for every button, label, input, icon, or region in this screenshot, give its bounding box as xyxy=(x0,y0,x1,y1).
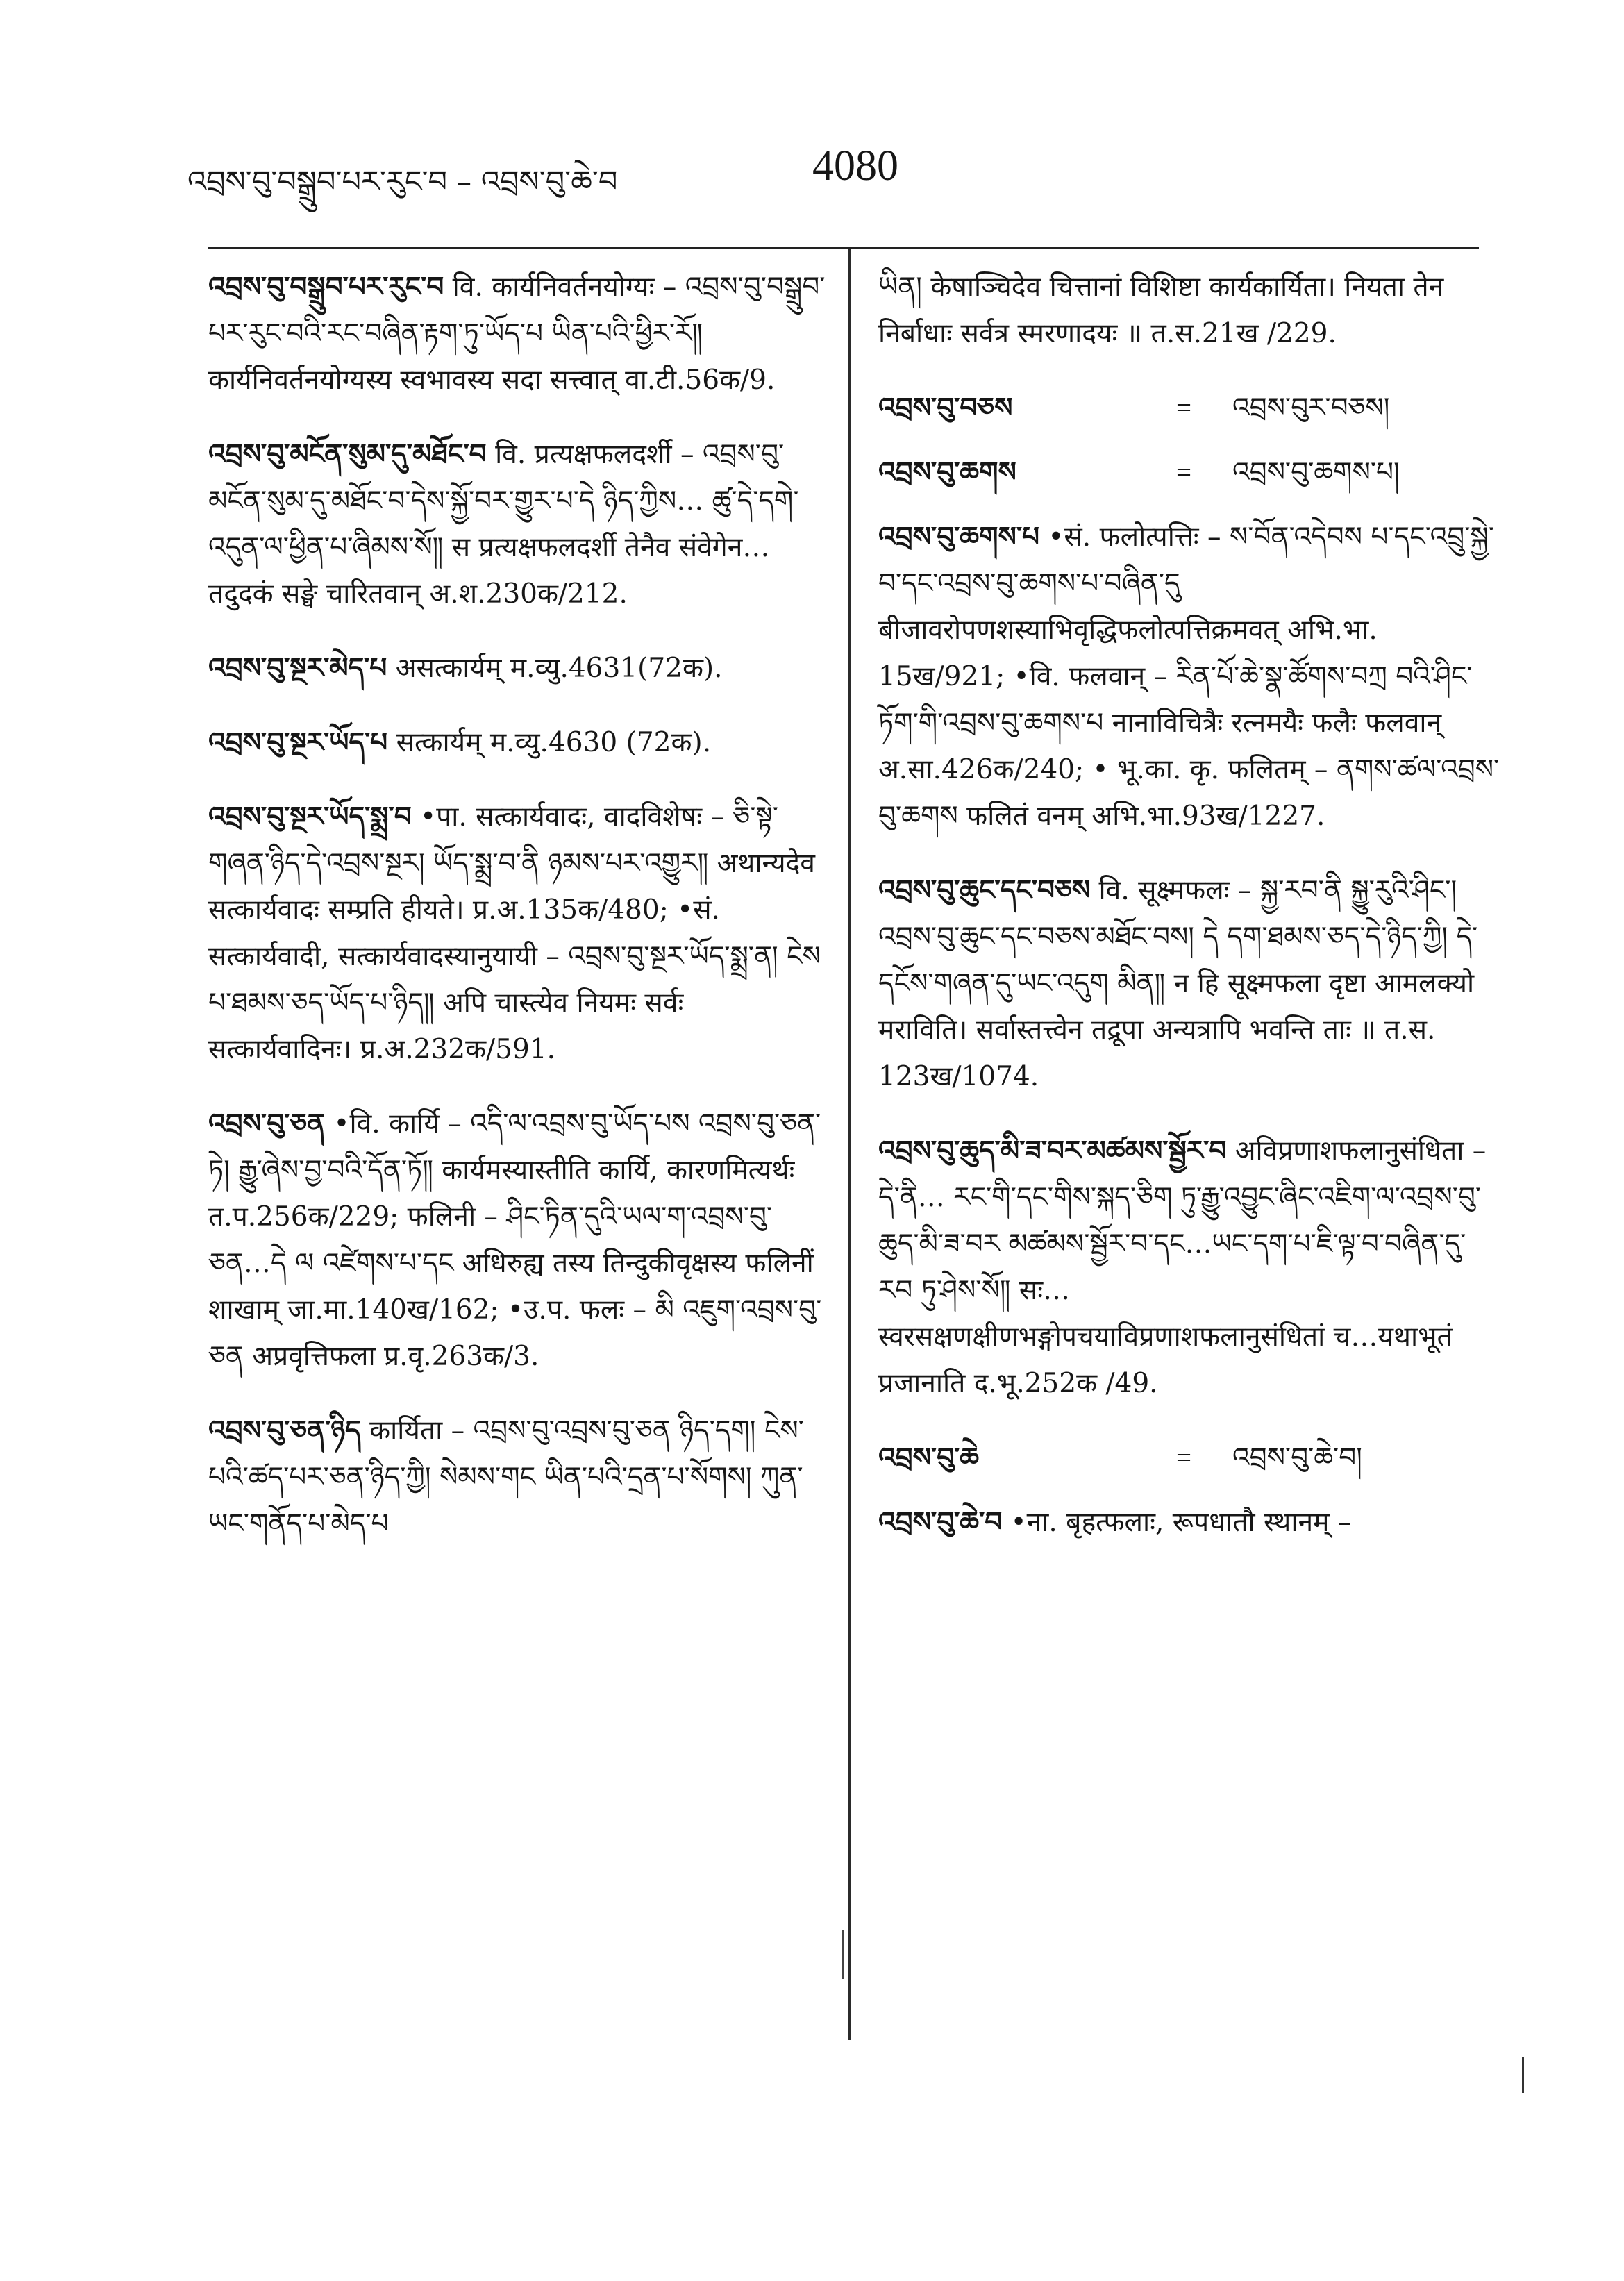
dictionary-entry xyxy=(208,1407,830,1547)
entry-definition: सत्कार्यम् म.व्यु.4630 (72क). xyxy=(396,727,712,758)
dictionary-entry xyxy=(208,794,830,1073)
dictionary-entry xyxy=(878,1128,1500,1407)
entry-definition: अविप्रणाशफलानुसंधिता – དེ་ནི… རང་གི་དང་གིས་སྐད་ཅིག ཏུ་རྒྱུ་འབྱུང་ཞིང་འཇིག་ལ་འབྲས་བུ་ཆུད་མི་ཟ་བར མཚམས་སྦྱོར་བ་དང…ཡང་དག་པ་ཇི་ལྟ་བ་བཞིན་དུ་རབ ཏུ་ཤེས་སོ༎ सः…स्वरसक्षणक्षीणभङ्गोपचयाविप्रणाशफलानुसंधितां च…यथाभूतं प्रजानाति द.भू.252क /49. xyxy=(878,1135,1487,1399)
entry-definition: वि. सूक्ष्मफलः – སྐྱ་རབ་ནི སྐྱུ་རུའི་ཤིང་། འབྲས་བུ་ཆུང་དང་བཅས་མཐོང་བས། དེ དག་ཐམས་ཅད་དེ་ཉིད་ཀྱི། དེ་དངོས་གཞན་དུ་ཡང་འདུག མིན༎ न हि सूक्ष्मफला दृष्टा आमलक्यो मराविति। सर्वास्तत्त्वेन तद्रूपा अन्यत्रापि भवन्ति ताः ॥ त.स. 123ख/1074. xyxy=(878,875,1478,1092)
xref-target: འབྲས་བུ་ཆེ་བ། xyxy=(1232,1442,1362,1473)
entry-definition: •वि. कार्यि – འདི་ལ་འབྲས་བུ་ཡོད་པས འབྲས་བུ་ཅན་ཏེ། རྒྱུ་ཞེས་བྱ་བའི་དོན་ཏོ༎ कार्यमस्यास्तीति कार्यि, कारणमित्यर्थः त.प.256क/229; फलिनी – ཤིང་ཏིན་དུའི་ཡལ་ག་འབྲས་བུ་ཅན…དེ ལ འཛེགས་པ་དང अधिरुह्य तस्य तिन्दुकीवृक्षस्य फलिनीं शाखाम् जा.मा.140ख/162; •उ.प. फलः – མི འཇུག་འབྲས་བུ་ཅན अप्रवृत्तिफला प्र.वृ.263क/3. xyxy=(208,1108,822,1372)
dictionary-entry xyxy=(878,514,1500,839)
entry-definition: असत्कार्यम् म.व्यु.4631(72क). xyxy=(395,653,723,684)
dictionary-entry xyxy=(208,1101,830,1380)
entry-headword: འབྲས་བུ་སྔར་མེད་པ xyxy=(208,653,387,684)
entry-headword: འབྲས་བུ་སྔར་ཡོད་པ xyxy=(208,727,388,758)
entry-definition: •पा. सत्कार्यवादः, वादविशेषः – ཅི་སྟེ་གཞན་ཉིད་དེ་འབྲས་སྔར། ཡོད་སྨྲ་བ་ནི ཉམས་པར་འགྱུར༎ अथान्यदेव सत्कार्यवादः सम्प्रति हीयते। प्र.अ.135क/480; •सं. सत्कार्यवादी, सत्कार्यवादस्यानुयायी – འབྲས་བུ་སྔར་ཡོད་སྨྲ་ན། ངེས པ་ཐམས་ཅད་ཡོད་པ་ཉིད༎ अपि चास्त्येव नियमः सर्वः सत्कार्यवादिनः। प्र.अ.232क/591. xyxy=(208,801,821,1065)
dictionary-entry xyxy=(878,1499,1500,1546)
entry-headword: འབྲས་བུ་སྔར་ཡོད་སྨྲ་བ xyxy=(208,801,412,833)
entry-headword: འབྲས་བུ་ཆུད་མི་ཟ་བར་མཚམས་སྦྱོར་བ xyxy=(878,1135,1227,1167)
entry-definition: कार्यिता – འབྲས་བུ་འབྲས་བུ་ཅན ཉིད་དག། ངེས་པའི་ཚད་པར་ཅན་ཉིད་ཀྱི། སེམས་གང ཡིན་པའི་དྲན་པ་སོགས། ཀུན་ཡང་གནོད་པ་མེད་པ xyxy=(208,1415,804,1539)
entry-definition: वि. प्रत्यक्षफलदर्शी – འབྲས་བུ་མངོན་སུམ་དུ་མཐོང་བ་དེས་སྐྱོ་བར་གྱུར་པ་དེ ཉིད་ཀྱིས… ཚུ་དེ་དགེ་འདུན་ལ་ཕྱིན་པ་ཞིམས་སོ༎ स प्रत्यक्षफलदर्शी तेनैव संवेगेन… तदुदकं सङ्घे चारितवान् अ.श.230क/212. xyxy=(208,439,799,610)
entry-headword: འབྲས་བུ་ཆེ་བ xyxy=(878,1507,1003,1538)
entry-continuation xyxy=(878,264,1500,357)
cross-reference xyxy=(878,1435,1500,1481)
xref-equals: = xyxy=(1176,458,1191,487)
xref-headword: འབྲས་བུ་ཆགས xyxy=(878,457,1016,488)
guide-words: འབྲས་བུ་བསྒྲུབ་པར་རུང་བ – འབྲས་བུ་ཆེ་བ xyxy=(187,165,618,199)
entry-headword: འབྲས་བུ་ཆུང་དང་བཅས xyxy=(878,875,1091,906)
xref-equals: = xyxy=(1176,393,1191,423)
dictionary-entry xyxy=(208,645,830,692)
left-column xyxy=(208,264,830,1575)
right-column xyxy=(878,264,1500,1573)
cross-reference xyxy=(878,449,1500,496)
xref-headword: འབྲས་བུ་ཆེ xyxy=(878,1442,980,1473)
entry-headword: འབྲས་བུ་ཅན་ཉིད xyxy=(208,1415,361,1446)
entry-headword: འབྲས་བུ་ཅན xyxy=(208,1108,326,1139)
entry-definition: वि. कार्यनिवर्तनयोग्यः – འབྲས་བུ་བསྒྲུབ་པར་རུང་བའི་རང་བཞིན་རྟག་ཏུ་ཡོད་པ ཡིན་པའི་ཕྱིར་རོ༎ कार्यनिवर्तनयोग्यस्य स्वभावस्य सदा सत्त्वात् वा.टी.56क/9. xyxy=(208,271,826,396)
entry-definition: •सं. फलोत्पत्तिः – ས་བོན་འདེབས པ་དང་འབྲུ་སྐྱེ་བ་དང་འབྲས་བུ་ཆགས་པ་བཞིན་དུ बीजावरोपणशस्याभिवृद्धिफलोत्पत्तिक्रमवत् अभि.भा. 15ख/921; •वि. फलवान् – རིན་པོ་ཆེ་སྣ་ཚོགས་བཀྲ བའི་ཤིང་ཏོག་གི་འབྲས་བུ་ཆགས་པ नानाविचित्रैः रत्नमयैः फलैः फलवान् अ.सा.426क/240; • भू.का. कृ. फलितम् – ནགས་ཚལ་འབྲས་བུ་ཆགས फलितं वनम् अभि.भा.93ख/1227. xyxy=(878,521,1500,832)
cross-reference xyxy=(878,385,1500,431)
entry-headword: འབྲས་བུ་མངོན་སུམ་དུ་མཐོང་བ xyxy=(208,439,487,470)
dictionary-entry xyxy=(878,867,1500,1100)
xref-equals: = xyxy=(1176,1443,1191,1473)
margin-mark xyxy=(1522,2057,1524,2093)
entry-headword: འབྲས་བུ་ཆགས་པ xyxy=(878,521,1040,553)
dictionary-entry xyxy=(208,719,830,766)
xref-target: འབྲས་བུ་ཆགས་པ། xyxy=(1232,457,1400,488)
xref-target: འབྲས་བུར་བཅས། xyxy=(1232,392,1390,424)
xref-headword: འབྲས་བུ་བཅས xyxy=(878,392,1013,424)
dictionary-entry xyxy=(208,431,830,617)
column-divider xyxy=(848,249,851,2040)
continuation-text: ཡིན། केषाञ्चिदेव चित्तानां विशिष्टा कार्यकार्यिता। नियता तेन निर्बाधाः सर्वत्र स्मरणादयः ॥ त.स.21ख /229. xyxy=(878,271,1444,349)
entry-headword: འབྲས་བུ་བསྒྲུབ་པར་རུང་བ xyxy=(208,271,444,303)
column-divider-mark xyxy=(842,1930,844,1979)
entry-definition: •ना. बृहत्फलाः, रूपधातौ स्थानम् – xyxy=(1010,1507,1352,1538)
page-number: 4080 xyxy=(812,142,898,190)
dictionary-entry xyxy=(208,264,830,403)
page-header xyxy=(187,136,1479,199)
header-rule xyxy=(208,247,1479,249)
